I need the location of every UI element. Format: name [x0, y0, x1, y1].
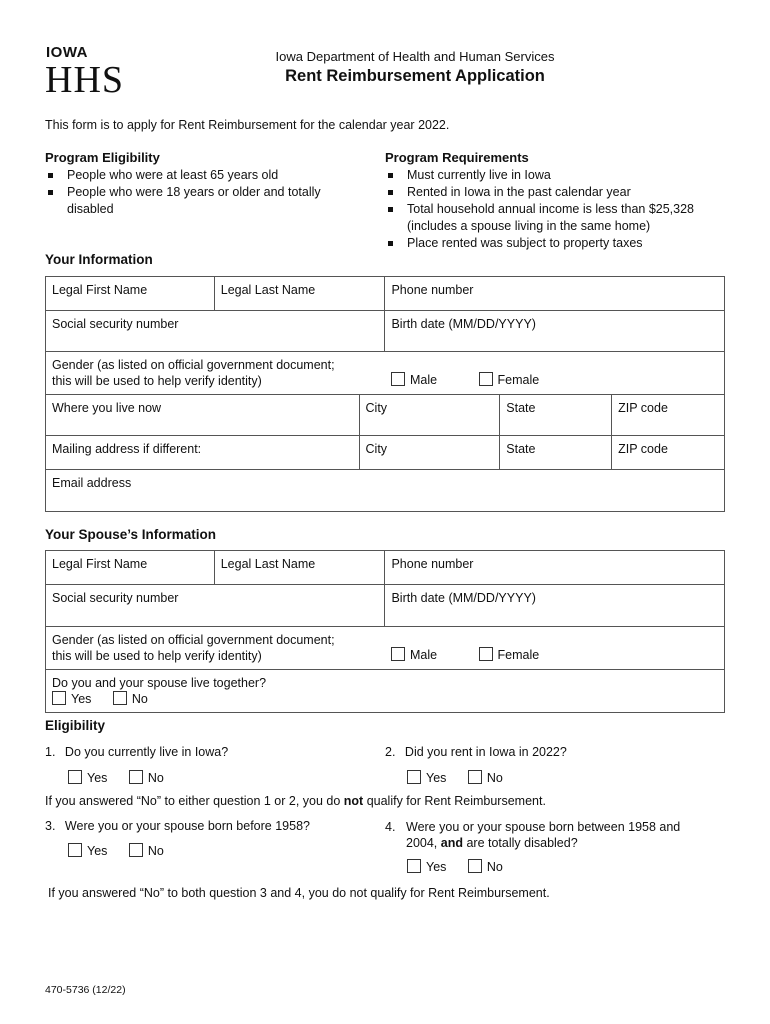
address-label: Where you live now: [52, 401, 162, 415]
spouse-first-name-field[interactable]: [46, 551, 215, 585]
ssn-label: Social security number: [52, 317, 179, 331]
question-4-text-c: are totally disabled?: [463, 836, 578, 850]
spouse-female-label: Female: [497, 648, 540, 662]
requirement-item: Total household annual income is less than $25,328 (includes a spouse living in the same home): [385, 201, 707, 235]
question-2: [385, 745, 567, 759]
live-together-no-option[interactable]: [113, 691, 148, 707]
phone-field[interactable]: [385, 277, 725, 311]
spouse-female-checkbox[interactable]: [479, 647, 493, 661]
spouse-male-checkbox[interactable]: [391, 647, 405, 661]
zip-field[interactable]: [612, 395, 725, 436]
question-2-options: [407, 770, 521, 785]
program-requirements: [385, 150, 715, 252]
mailing-address-label: Mailing address if different:: [52, 442, 202, 456]
q3-yes-checkbox[interactable]: [68, 843, 82, 857]
mailing-address-field[interactable]: [46, 436, 360, 470]
live-together-cell: [46, 670, 725, 713]
spouse-birth-date-field[interactable]: [385, 585, 725, 627]
requirement-item: Must currently live in Iowa: [385, 167, 715, 184]
spouse-male-label: Male: [409, 648, 438, 662]
male-option[interactable]: [391, 372, 437, 388]
q2-no-label: No: [486, 771, 503, 785]
address-field[interactable]: [46, 395, 360, 436]
eligibility-note-1: [45, 794, 546, 808]
your-information-heading: Your Information: [45, 252, 153, 267]
your-information-table: [45, 276, 725, 512]
question-4: [385, 819, 705, 851]
spouse-gender-label-1: Gender (as listed on official government document;: [52, 633, 335, 647]
q3-no-label: No: [147, 844, 164, 858]
q1-yes-option[interactable]: [68, 770, 107, 785]
requirement-item: Rented in Iowa in the past calendar year: [385, 184, 715, 201]
q4-no-checkbox[interactable]: [468, 859, 482, 873]
question-3-number: 3.: [45, 819, 56, 833]
page-title: Rent Reimbursement Application: [285, 67, 545, 85]
eligibility-item: People who were 18 years or older and totally disabled: [45, 184, 337, 218]
question-4-options: [407, 859, 521, 874]
male-label: Male: [409, 373, 438, 387]
q4-no-label: No: [486, 860, 503, 874]
spouse-information-heading: Your Spouse’s Information: [45, 527, 217, 542]
eligibility-item: People who were at least 65 years old: [45, 167, 365, 184]
q3-no-option[interactable]: [129, 843, 164, 858]
birth-date-label: Birth date (MM/DD/YYYY): [391, 317, 536, 331]
female-option[interactable]: [479, 372, 540, 388]
q4-yes-checkbox[interactable]: [407, 859, 421, 873]
spouse-last-name-field[interactable]: [214, 551, 385, 585]
spouse-female-option[interactable]: [479, 647, 540, 663]
live-together-question: Do you and your spouse live together?: [52, 676, 267, 690]
q3-no-checkbox[interactable]: [129, 843, 143, 857]
female-label: Female: [497, 373, 540, 387]
form-number: 470-5736 (12/22): [45, 984, 126, 996]
phone-label: Phone number: [391, 283, 474, 297]
q1-no-checkbox[interactable]: [129, 770, 143, 784]
gender-options: [385, 352, 725, 395]
last-name-label: Legal Last Name: [220, 283, 316, 297]
spouse-gender-label-2: this will be used to help verify identity): [52, 649, 262, 663]
gender-label-1: Gender (as listed on official government document;: [52, 358, 335, 372]
spouse-ssn-label: Social security number: [52, 591, 179, 605]
program-eligibility: [45, 150, 365, 218]
question-1-number: 1.: [45, 745, 56, 759]
email-field[interactable]: [46, 470, 725, 512]
mailing-state-field[interactable]: [500, 436, 612, 470]
question-4-text-a: Were you or your spouse born between 1958 and 2004,: [406, 820, 681, 850]
q2-yes-checkbox[interactable]: [407, 770, 421, 784]
question-1-text: Do you currently live in Iowa?: [64, 745, 229, 759]
state-field[interactable]: [500, 395, 612, 436]
question-1: [45, 745, 228, 759]
mailing-zip-field[interactable]: [612, 436, 725, 470]
program-eligibility-heading: Program Eligibility: [45, 150, 160, 165]
mailing-zip-label: ZIP code: [618, 442, 668, 456]
city-field[interactable]: [359, 395, 500, 436]
q2-no-option[interactable]: [468, 770, 503, 785]
note-1-part-c: qualify for Rent Reimbursement.: [363, 794, 546, 808]
live-together-yes-option[interactable]: [52, 691, 91, 707]
female-checkbox[interactable]: [479, 372, 493, 386]
gender-cell: [46, 352, 385, 395]
live-together-yes-checkbox[interactable]: [52, 691, 66, 705]
first-name-label: Legal First Name: [52, 283, 148, 297]
q2-no-checkbox[interactable]: [468, 770, 482, 784]
q2-yes-label: Yes: [426, 771, 447, 785]
q4-yes-label: Yes: [426, 860, 447, 874]
question-2-text: Did you rent in Iowa in 2022?: [404, 745, 567, 759]
q1-yes-label: Yes: [87, 771, 108, 785]
spouse-phone-field[interactable]: [385, 551, 725, 585]
spouse-last-name-label: Legal Last Name: [220, 557, 316, 571]
program-requirements-heading: Program Requirements: [385, 150, 529, 165]
first-name-field[interactable]: [46, 277, 215, 311]
q2-yes-option[interactable]: [407, 770, 446, 785]
q1-no-label: No: [147, 771, 164, 785]
note-1-part-a: If you answered “No” to either question 1 or 2, you do: [45, 794, 344, 808]
question-4-emphasis: and: [440, 836, 463, 850]
last-name-field[interactable]: [214, 277, 385, 311]
city-label: City: [365, 401, 388, 415]
state-label: State: [506, 401, 536, 415]
mailing-city-label: City: [365, 442, 388, 456]
male-checkbox[interactable]: [391, 372, 405, 386]
q1-no-option[interactable]: [129, 770, 164, 785]
note-1-emphasis: not: [343, 794, 364, 808]
eligibility-heading: Eligibility: [45, 718, 106, 733]
q3-yes-option[interactable]: [68, 843, 107, 858]
spouse-phone-label: Phone number: [391, 557, 474, 571]
question-2-number: 2.: [385, 745, 396, 759]
spouse-information-table: [45, 550, 725, 713]
question-3-text: Were you or your spouse born before 1958?: [64, 819, 310, 833]
spouse-gender-cell: [46, 627, 385, 670]
zip-label: ZIP code: [618, 401, 668, 415]
question-4-number: 4.: [385, 820, 396, 834]
ssn-field[interactable]: [46, 311, 385, 352]
logo-hhs-text: HHS: [45, 59, 125, 101]
q1-yes-checkbox[interactable]: [68, 770, 82, 784]
spouse-ssn-field[interactable]: [46, 585, 385, 627]
q4-no-option[interactable]: [468, 859, 503, 874]
spouse-first-name-label: Legal First Name: [52, 557, 148, 571]
mailing-city-field[interactable]: [359, 436, 500, 470]
department-name: Iowa Department of Health and Human Services: [275, 49, 555, 64]
question-3: [45, 819, 310, 833]
question-3-options: [68, 843, 182, 858]
live-together-no-checkbox[interactable]: [113, 691, 127, 705]
gender-label-2: this will be used to help verify identity): [52, 374, 262, 388]
intro-text: This form is to apply for Rent Reimbursement for the calendar year 2022.: [45, 118, 450, 132]
eligibility-note-2: If you answered “No” to both question 3 and 4, you do not qualify for Rent Reimbursement.: [48, 886, 550, 900]
live-together-yes-label: Yes: [71, 692, 92, 706]
mailing-state-label: State: [506, 442, 536, 456]
spouse-male-option[interactable]: [391, 647, 437, 663]
birth-date-field[interactable]: [385, 311, 725, 352]
email-label: Email address: [52, 476, 132, 490]
spouse-birth-date-label: Birth date (MM/DD/YYYY): [391, 591, 536, 605]
q3-yes-label: Yes: [87, 844, 108, 858]
requirement-item: Place rented was subject to property taxes: [385, 235, 715, 252]
q4-yes-option[interactable]: [407, 859, 446, 874]
live-together-no-label: No: [131, 692, 148, 706]
spouse-gender-options: [385, 627, 725, 670]
question-1-options: [68, 770, 182, 785]
logo-iowa-text: IOWA: [46, 44, 88, 61]
